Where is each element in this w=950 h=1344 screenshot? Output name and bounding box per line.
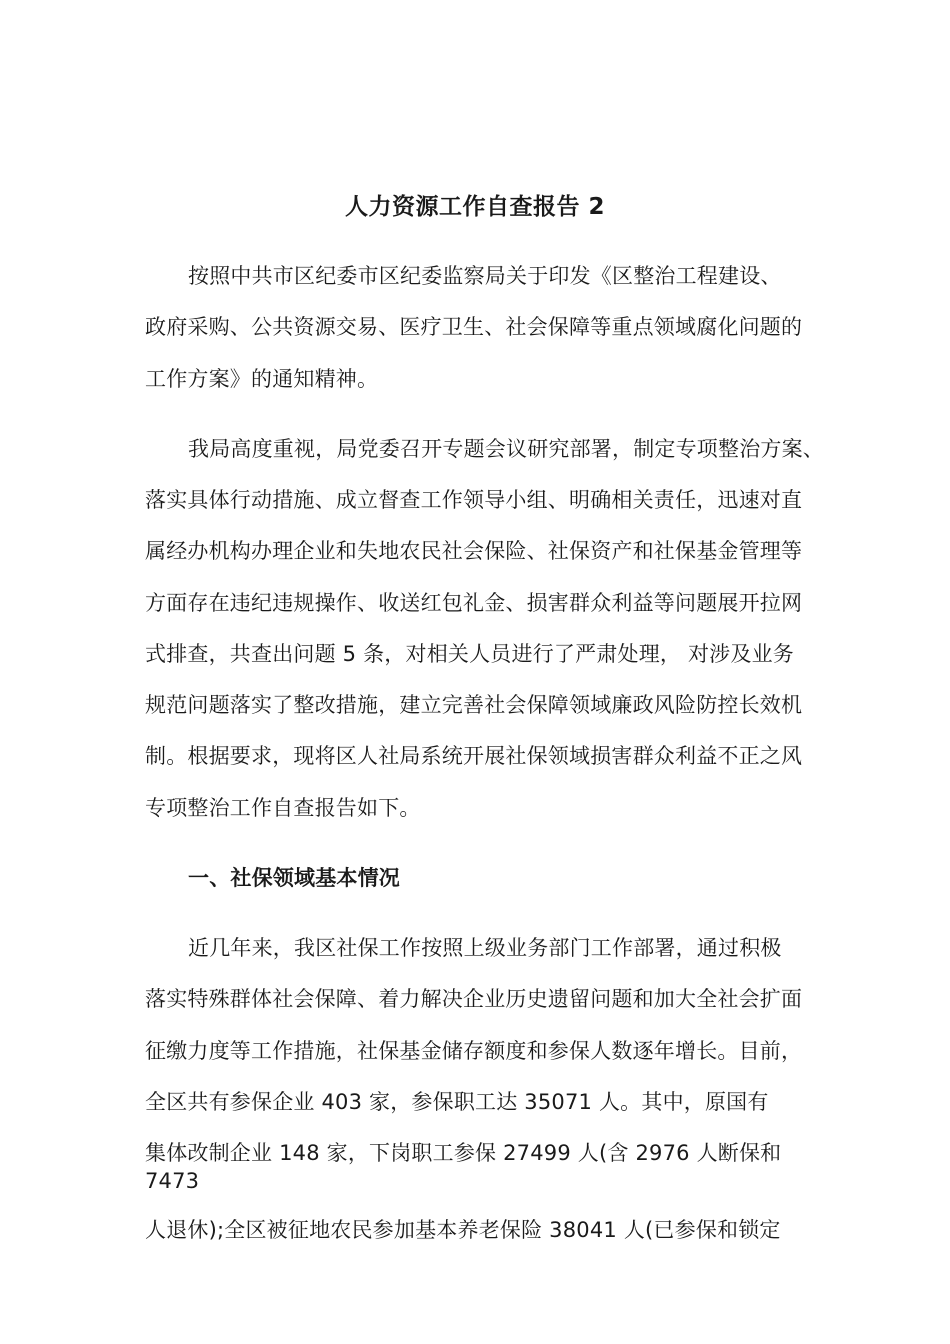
- paragraph-line: 政府采购、公共资源交易、医疗卫生、社会保障等重点领域腐化问题的: [145, 315, 803, 339]
- paragraph-line: 专项整治工作自查报告如下。: [145, 796, 421, 820]
- paragraph-line: 近几年来，我区社保工作按照上级业务部门工作部署，通过积极: [188, 936, 782, 960]
- paragraph-line: 我局高度重视，局党委召开专题会议研究部署，制定专项整治方案、: [188, 437, 824, 461]
- paragraph-line: 工作方案》的通知精神。: [145, 367, 379, 391]
- paragraph-line: 全区共有参保企业 403 家，参保职工达 35071 人。其中，原国有: [145, 1090, 769, 1114]
- paragraph-line: 规范问题落实了整改措施，建立完善社会保障领域廉政风险防控长效机: [145, 693, 803, 717]
- paragraph-line: 按照中共市区纪委市区纪委监察局关于印发《区整治工程建设、: [188, 264, 782, 288]
- paragraph-line: 方面存在违纪违规操作、收送红包礼金、损害群众利益等问题展开拉网: [145, 591, 803, 615]
- section-heading: 一、社保领域基本情况: [188, 866, 400, 890]
- paragraph-line: 人退休);全区被征地农民参加基本养老保险 38041 人(已参保和锁定: [145, 1218, 781, 1242]
- paragraph-line: 式排查，共查出问题 5 条，对相关人员进行了严肃处理， 对涉及业务: [145, 642, 794, 666]
- paragraph-line: 集体改制企业 148 家，下岗职工参保 27499 人(含 2976 人断保和: [145, 1141, 782, 1165]
- paragraph-line: 7473: [145, 1169, 200, 1193]
- paragraph-line: 制。根据要求，现将区人社局系统开展社保领域损害群众利益不正之风: [145, 744, 803, 768]
- paragraph-line: 属经办机构办理企业和失地农民社会保险、社保资产和社保基金管理等: [145, 539, 803, 563]
- document-title: 人力资源工作自查报告 2: [344, 194, 605, 220]
- paragraph-line: 征缴力度等工作措施，社保基金储存额度和参保人数逐年增长。目前，: [145, 1039, 803, 1063]
- paragraph-line: 落实具体行动措施、成立督查工作领导小组、明确相关责任，迅速对直: [145, 488, 803, 512]
- paragraph-line: 落实特殊群体社会保障、着力解决企业历史遗留问题和加大全社会扩面: [145, 987, 803, 1011]
